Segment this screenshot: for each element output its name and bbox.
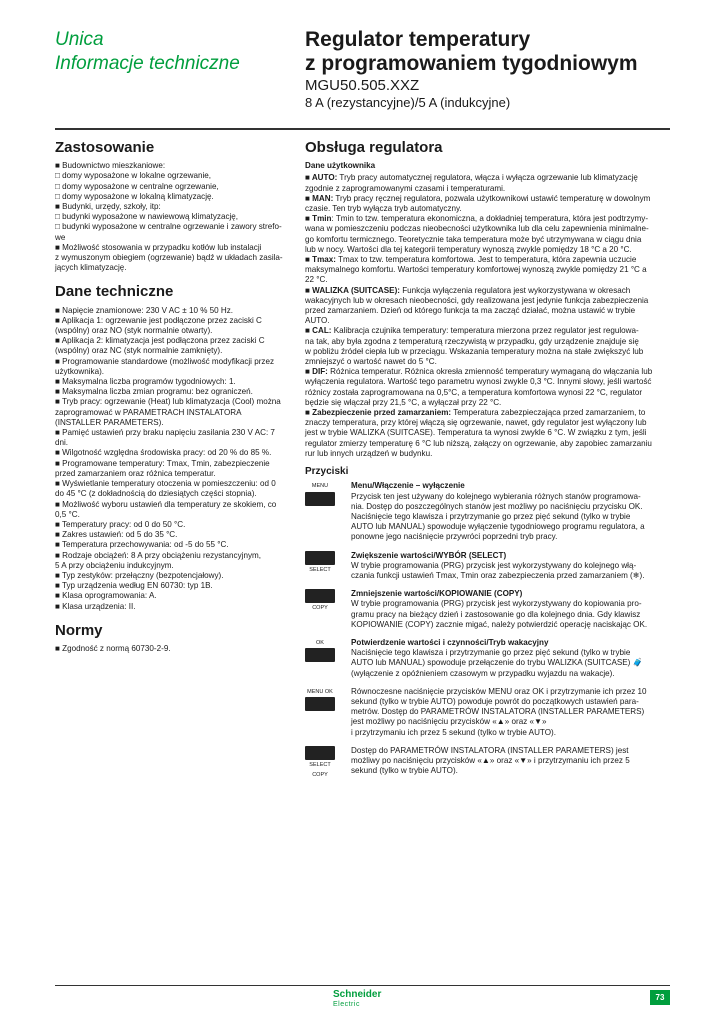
select-up-key-icon bbox=[305, 551, 345, 582]
definition-item bbox=[305, 408, 670, 459]
key-label-top: OK bbox=[316, 639, 324, 646]
heading-normy: Normy bbox=[55, 621, 103, 639]
key-shape bbox=[305, 648, 335, 662]
key-label-bottom: SELECT bbox=[309, 566, 331, 573]
button-description bbox=[351, 551, 670, 582]
button-title: Menu/Włączenie – wyłączenie bbox=[351, 481, 465, 491]
title-line-1: Regulator temperatury bbox=[305, 28, 531, 51]
subheading-dane-uzytkownika: Dane użytkownika bbox=[305, 161, 376, 171]
select-copy-keys-icon bbox=[305, 746, 345, 780]
button-title: Zmniejszenie wartości/KOPIOWANIE (COPY) bbox=[351, 589, 523, 599]
brand-line-1: Unica bbox=[55, 29, 104, 50]
definition-label: ■ MAN: bbox=[305, 193, 334, 203]
heading-przyciski: Przyciski bbox=[305, 466, 349, 478]
schneider-logo bbox=[333, 990, 381, 1010]
brand-line-2: Informacje techniczne bbox=[55, 53, 240, 74]
key-shape bbox=[305, 492, 335, 506]
button-description-row bbox=[305, 687, 670, 738]
key-label-bottom: SELECT COPY bbox=[309, 761, 331, 778]
normy-text: ■ Zgodność z normą 60730-2-9. bbox=[55, 643, 171, 653]
ok-suitcase-key-icon bbox=[305, 638, 345, 679]
definition-text: Funkcja wyłączenia regulatora jest wykorzystywana w okresach wakacyjnych lub w okresach nieobecności, gdy realizowana jest jedynie funkcja zabezpieczenia przed zamarzaniem. Dzień od którego funkcja ta ma zacząć działać, można ustawić w trybie AUTO. bbox=[305, 285, 649, 326]
button-description bbox=[351, 481, 670, 542]
definition-text: Różnica temperatur. Różnica okresła zmienność temperatury wymaganą do włączania lub wyłączenia regulatora. Wartość tego parametru wynosi zwykle 0,3 °C. Innymi słowy, jeśli wartość różnicy została zaprogramowana na 0,5°C, a temperatura komfortowa wynosi 22 °C, regulator będzie się włączał przy 21,5 °C, a wyłączał przy 22 °C. bbox=[305, 367, 653, 407]
definition-text: Temperatura zabezpieczająca przed zamarzaniem, to znaczy temperatura, przy której włączą się ogrzewanie, nawet, gdy regulator jest wyłączony lub jest w trybie WALIZKA (SUITCASE). Temperatura ta wynosi zwykle 6 °C. W związku z tym, jeśli regulator zmierzy temperaturę 6 °C lub niższą, załączy on ogrzewanie, aby zapobiec zamarzaniu rur lub innych urządzeń w budynku. bbox=[305, 408, 652, 458]
right-column bbox=[305, 139, 670, 788]
key-shape bbox=[305, 551, 335, 565]
definition-item bbox=[305, 255, 670, 286]
definition-label: ■ Tmax: bbox=[305, 255, 336, 265]
button-description bbox=[351, 746, 670, 780]
button-title: Zwiększenie wartości/WYBÓR (SELECT) bbox=[351, 550, 507, 560]
button-text: W trybie programowania (PRG) przycisk jest wykorzystywany do kolejnego włą- czania funkcji ustawień Tmax, Tmin oraz zabezpieczenia przed zamarzaniem (❄). bbox=[351, 560, 645, 580]
heading-zastosowanie: Zastosowanie bbox=[55, 139, 155, 156]
zastosowanie-text: ■ Budownictwo mieszkaniowe: □ domy wyposażone w lokalne ogrzewanie, □ domy wyposażone w centralne ogrzewanie, □ domy wyposażone w lokalną klimatyzację. ■ Budynki, urzędy, szkoły, itp: □ budynki wyposażone w nawiewową klimatyzację, □ budynki wyposażone w centralne ogrzewanie i zawory strefo- we ■ Możliwość stosowania w przypadku kotłów lub instalacji z wymuszonym obiegiem (ogrzewanie) bądź w układach zasila- jących klimatyzację. bbox=[55, 161, 283, 273]
menu-ok-keys-icon bbox=[305, 687, 345, 738]
title-line-2: z programowaniem tygodniowym bbox=[305, 52, 638, 75]
brand-block bbox=[55, 28, 240, 76]
definition-item bbox=[305, 286, 670, 327]
definition-label: ■ WALIZKA (SUITCASE): bbox=[305, 285, 400, 295]
section-zastosowanie bbox=[55, 139, 291, 273]
definitions-list bbox=[305, 173, 670, 459]
definition-label: ■ CAL: bbox=[305, 326, 332, 336]
button-text: Dostęp do PARAMETRÓW INSTALATORA (INSTALLER PARAMETERS) jest możliwy po naciśnięciu przycisków «▲» oraz «▼» i przytrzymaniu ich przez 5 sekund (tylko w trybie AUTO). bbox=[351, 745, 630, 776]
button-description-row bbox=[305, 589, 670, 630]
button-description bbox=[351, 687, 670, 738]
logo-text: Schneider bbox=[333, 989, 382, 1000]
definition-item bbox=[305, 214, 670, 255]
heading-obsluga: Obsługa regulatora bbox=[305, 139, 443, 156]
top-divider bbox=[55, 128, 670, 130]
definition-label: ■ AUTO: bbox=[305, 173, 338, 183]
key-label-top: MENU OK bbox=[307, 688, 333, 695]
button-description bbox=[351, 638, 670, 679]
button-description-row bbox=[305, 746, 670, 780]
page-number: 73 bbox=[650, 990, 670, 1005]
section-normy bbox=[55, 621, 291, 654]
button-text: Przycisk ten jest używany do kolejnego wybierania różnych stanów programowa- nia. Dostęp do poszczególnych stanów jest możliwy po naciśnięciu przycisku OK. Naciśnięcie tego klawisza i przytrzymanie go przez pięć sekund (tylko w trybie AUTO lub MANUAL) spowoduje wyłączenie tygodniowego programu regulatora, a ponowne jego naciśnięcie przywróci poprzedni tryb pracy. bbox=[351, 491, 645, 542]
button-title: Potwierdzenie wartości i czynności/Tryb wakacyjny bbox=[351, 637, 549, 647]
copy-down-key-icon bbox=[305, 589, 345, 630]
section-dane-techniczne bbox=[55, 283, 291, 611]
page-title bbox=[305, 28, 638, 76]
key-label-top: MENU bbox=[311, 483, 329, 490]
definition-text: Kalibracja czujnika temperatury: temperatura mierzona przez regulator jest regulowa- na tak, aby była zgodna z temperaturą rzeczywistą w przypadku, gdy urządzenie znajduje się w pobliżu źródeł ciepła lub w przeciągu. Wskazania temperatury można na stałe zwiększyć lub zmniejszyć o wartość nawet do 5 °C. bbox=[305, 326, 644, 367]
definition-item bbox=[305, 367, 670, 408]
button-text: Naciśnięcie tego klawisza i przytrzymanie go przez pięć sekund (tylko w trybie AUTO lub MANUAL) spowoduje przełączenie do trybu WALIZKA (SUITCASE) 🧳 (wyłączenie z opóźnieniem czasowym w przypadku wyjazdu na wakacje). bbox=[351, 648, 643, 678]
definition-text: Tryb pracy automatycznej regulatora, włącza i wyłącza ogrzewanie lub klimatyzację zgodnie z zaprogramowanymi czasami i temperaturami. bbox=[305, 173, 638, 193]
button-text: W trybie programowania (PRG) przycisk jest wykorzystywany do kopiowania pro- gramu pracy na bieżący dzień i zastosowanie go dla kolejnego dnia. Gdy klawisz KOPIOWANIE (COPY) zacznie migać, należy potwierdzić operację naciskając OK. bbox=[351, 599, 648, 629]
button-description-row bbox=[305, 481, 670, 542]
heading-dane-techniczne: Dane techniczne bbox=[55, 283, 174, 301]
menu-power-key-icon bbox=[305, 481, 345, 542]
left-column bbox=[55, 139, 291, 668]
buttons-list bbox=[305, 481, 670, 780]
button-description bbox=[351, 589, 670, 630]
key-shape bbox=[305, 589, 335, 603]
definition-text: Tryb pracy ręcznej regulatora, pozwala użytkownikowi ustawić temperaturę w dowolnym czasie. Ten tryb wyłącza tryb automatyczny. bbox=[305, 193, 651, 214]
key-label-bottom: COPY bbox=[312, 605, 328, 612]
definition-text: : Tmin to tzw. temperatura ekonomiczna, a dokładniej temperatura, która jest podtrzymy- wana w pomieszczeniu podczas nieobecności użytkownika lub dla celu zapewnienia minimalne- go komfortu termicznego. Teoretycznie taka temperatura może być utrzymywana w ciągu dnia lub w nocy. Wartości dla tej kategorii temperatury wynoszą zwykle pomiędzy 18 °C a 20 °C. bbox=[305, 214, 649, 254]
definition-label: ■ Tmin bbox=[305, 214, 332, 224]
logo-sub: Electric bbox=[333, 1001, 360, 1008]
bottom-divider bbox=[55, 985, 670, 986]
definition-item bbox=[305, 194, 670, 214]
dane-techniczne-text: ■ Napięcie znamionowe: 230 V AC ± 10 % 50 Hz. ■ Aplikacja 1: ogrzewanie jest podłączone przez zaciski C (wspólny) oraz NO (styk normalnie otwarty). ■ Aplikacja 2: klimatyzacja jest podłączona przez zaciski C (wspólny) oraz NC (styk normalnie zamknięty). ■ Programowanie standardowe (możliwość modyfikacji przez użytkownika). ■ Maksymalna liczba programów tygodniowych: 1. ■ Maksymalna liczba zmian programu: bez ograniczeń. ■ Tryb pracy: ogrzewanie (Heat) lub klimatyzacja (Cool) można zaprogramować w PARAMETRACH INSTALATORA (INSTALLER PARAMETERS). ■ Pamięć ustawień przy braku napięciu zasilania 230 V AC: 7 dni. ■ Wilgotność względna środowiska pracy: od 20 % do 85 %. ■ Programowane temperatury: Tmax, Tmin, zabezpieczenie przed zamarzaniem oraz różnica temperatur. ■ Wyświetlanie temperatury otoczenia w pomieszczeniu: od 0 do 45 °C (z dokładnością do dziesiątych części stopnia). ■ Możliwość wyboru ustawień dla temperatury ze skokiem, co 0,5 °C. ■ Temperatury pracy: od 0 do 50 °C. ■ Zakres ustawień: od 5 do 35 °C. ■ Temperatura przechowywania: od -5 do 55 °C. ■ Rodzaje obciążeń: 8 A przy obciążeniu rezystancyjnym, 5 A przy obciążeniu indukcyjnym. ■ Typ zestyków: przełączny (bezpotencjałowy). ■ Typ urządzenia według EN 60730: typ 1B. ■ Klasa oprogramowania: A. ■ Klasa urządzenia: II. bbox=[55, 305, 281, 611]
button-description-row bbox=[305, 551, 670, 582]
button-description-row bbox=[305, 638, 670, 679]
definition-item bbox=[305, 326, 670, 367]
definition-label: ■ DIF: bbox=[305, 367, 328, 377]
rating-text: 8 A (rezystancyjne)/5 A (indukcyjne) bbox=[305, 95, 511, 110]
definition-label: ■ Zabezpieczenie przed zamarzaniem: bbox=[305, 408, 452, 418]
button-text: Równoczesne naciśnięcie przycisków MENU oraz OK i przytrzymanie ich przez 10 sekund (tylko w trybie AUTO) powoduje powrót do początkowych ustawień para- metrów. Dostęp do PARAMETRÓW INSTALATORA (INSTALLER PARAMETERS) jest możliwy po naciśnięciu przycisków «▲» oraz «▼» i przytrzymaniu ich przez 5 sekund (tylko w trybie AUTO). bbox=[351, 686, 647, 737]
definition-text: Tmax to tzw. temperatura komfortowa. Jest to temperatura, która zapewnia uczucie maksymalnego komfortu. Wartości temperatury komfortowej wynoszą zwykle pomiędzy 21 °C a 22 °C. bbox=[305, 255, 647, 285]
key-shape bbox=[305, 697, 335, 711]
key-shape bbox=[305, 746, 335, 760]
model-number: MGU50.505.XXZ bbox=[305, 77, 420, 94]
definition-item bbox=[305, 173, 670, 193]
